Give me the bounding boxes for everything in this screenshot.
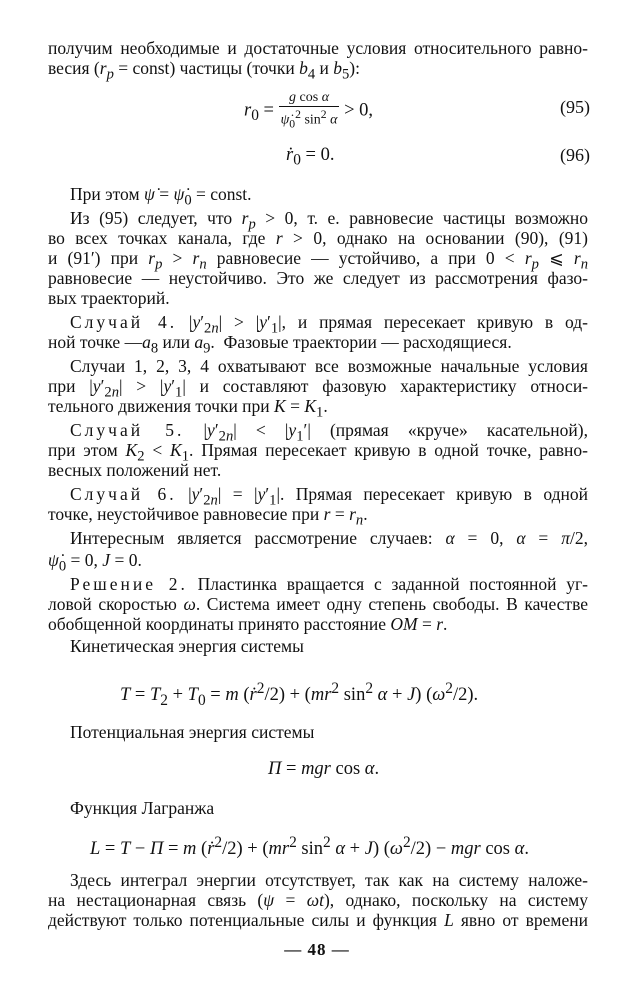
text-line-8: вых траекторий. [48, 288, 170, 308]
page-number: — 48 — [284, 940, 350, 959]
text-line-4: Из (95) следует, что $r_p > 0$, т. е. равновесие частицы возможно [70, 208, 588, 233]
text-line-19: Интересным является рассмотрение случаев: α = 0, α = π/2, [70, 528, 588, 548]
text-line-1: получим необходимые и достаточные условия относительного равно- [48, 38, 588, 58]
text-line-11: Случаи 1, 2, 3, 4 охватывают все возможные начальные условия [70, 356, 588, 376]
text-line-23: обобщенной координаты принято расстояние OM = r. [48, 614, 448, 634]
text-line-27: Здесь интеграл энергии отсутствует, так как на систему наложе- [70, 870, 588, 890]
text-line-15: при этом $K_2 < K_1$. Прямая пересекает кривую в одной точке, равно- [48, 440, 588, 465]
text-line-10: ной точке $—a_8$ или $a_9$. Фазовые траектории — расходящиеся. [48, 332, 512, 357]
equation-96: ṙ$_0$ = 0. [286, 145, 335, 169]
equation-95-fraction: $\frac{\text{g cos α}}{\psi̇_0^2 \sin^2 \alpha}$ [280, 90, 338, 131]
text-line-12: при $|y'_{2n}| > |y'_1|$ и составляют фазовую характеристику относи- [48, 376, 589, 401]
text-line-22: ловой скоростью ω. Система имеет одну степень свободы. В качестве [48, 594, 588, 614]
text-line-20: $\psi̇_0 = 0$, J = 0. [48, 550, 142, 575]
equation-95: $r_0$ = $\frac{\text{g cos α}}{\psi̇_0^2 \sin^2 \alpha}$ > 0, [244, 90, 374, 131]
text-line-28: на нестационарная связь (ψ = ωt), однако, поскольку на систему [48, 890, 588, 910]
text-line-13: тельного движения точки при $K = K_1$. [48, 396, 328, 421]
text-line-26: Функция Лагранжа [70, 798, 215, 818]
equation-potential-energy: П = mgr cos α. [268, 759, 380, 779]
text-line-5: во всех точках канала, где r > 0, однако на основании (90), (91) [48, 228, 588, 248]
text-line-9: Случай 4. $|y'_{2n}| > |y'_1|$, и прямая пересекает кривую в од- [70, 312, 588, 337]
text-line-24: Кинетическая энергия системы [70, 636, 304, 656]
text-line-16: весных положений нет. [48, 460, 222, 480]
text-line-6: и (91′) при $r_p > r_n$ равновесие — устойчиво, а при $0 < r_p$ ⩽ $r_n$ [48, 248, 588, 273]
text-line-18: точке, неустойчивое равновесие при $r = r_n$. [48, 504, 368, 529]
text-line-17: Случай 6. $|y'_{2n}| = |y'_1|$. Прямая пересекает кривую в одной [70, 484, 588, 509]
text-line-29: действуют только потенциальные силы и функция L явно от времени [48, 910, 588, 930]
equation-kinetic-energy: $T = T_2 + T_0 = m$ (ṙ$^2$/2) + ($mr^2$ $\sin^2 \alpha + J$) $(\omega^2/2)$. [120, 680, 479, 709]
text-line-3: При этом ψ̇ = $\psi̇_0$ = const. [70, 184, 252, 209]
equation-96-number: (96) [560, 145, 590, 165]
text-line-14: Случай 5. $|y'_{2n}| < |y_1'|$ (прямая «круче» касательной), [70, 420, 588, 445]
text-line-21: Решение 2. Пластинка вращается с заданной постоянной уг- [70, 574, 588, 594]
text-line-7: равновесие — неустойчиво. Это же следует из рассмотрения фазо- [48, 268, 588, 288]
equation-95-number: (95) [560, 97, 590, 117]
equation-lagrangian: L = T − П = m (ṙ$^2$/2) + ($mr^2$ $\sin^2 \alpha + J$) $(\omega^2/2)$ − mgr cos α. [90, 834, 529, 860]
text-line-2: весия ($r_p$ = const) частицы (точки $b_4$ и $b_5$): [48, 58, 360, 83]
text-line-25: Потенциальная энергия системы [70, 722, 315, 742]
